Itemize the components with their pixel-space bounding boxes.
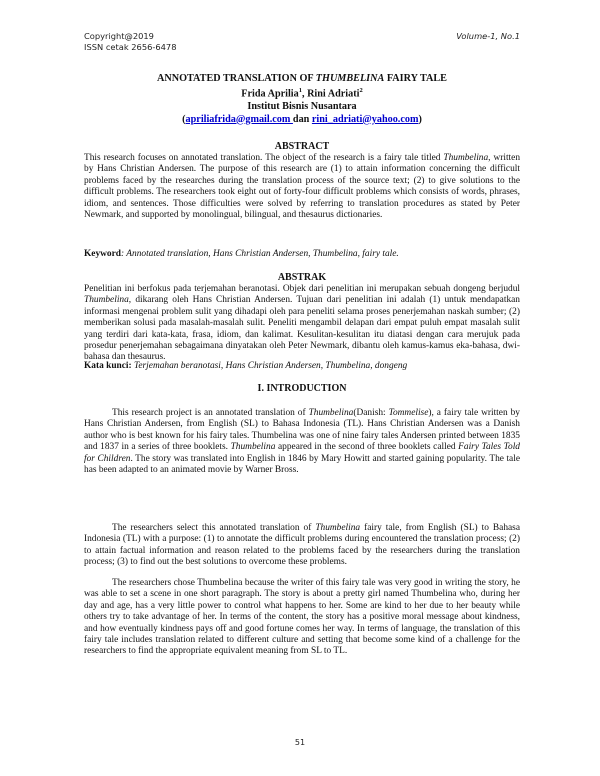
page-number: 51 <box>294 738 306 747</box>
institution: Institut Bisnis Nusantara <box>247 101 357 113</box>
abstrak-heading: ABSTRAK <box>277 272 327 283</box>
keyword-line: Keyword: Annotated translation, Hans Christian Andersen, Thumbelina, fairy tale. <box>84 249 399 259</box>
email-link-2[interactable]: rini_adriati@yahoo.com <box>311 113 419 125</box>
running-header-left <box>84 31 177 53</box>
title-block <box>84 73 520 126</box>
emails: (apriliafrida@gmail.com dan rini_adriati@yahoo.com) <box>182 113 422 125</box>
introduction-heading: I. INTRODUCTION <box>257 383 347 394</box>
email-link-1[interactable]: apriliafrida@gmail.com <box>185 113 293 125</box>
paper-title: ANNOTATED TRANSLATION OF THUMBELINA FAIRY TALE <box>157 73 447 84</box>
abstrak-paragraph: Penelitian ini berfokus pada terjemahan beranotasi. Objek dari penelitian ini merupakan sebuah dongeng berjudul Thumbelina, dikarang oleh Hans Christian Andersen. Tujuan dari penelitian ini adalah (1) untuk mendapatkan informasi mengenai problem sulit yang dihadapi oleh para peneliti selama proses penerjemahan naskah sumber; (2) memberikan solusi pada masalah-masalah sulit. Peneliti mengambil delapan dari empat puluh empat masalah sulit yang terdiri dari kata-kata, frasa, idiom, dan kalimat. Kesulitan-kesulitan itu diatasi dengan cara merujuk pada prosedur penerjemahan sebagaimana dinyatakan oleh Peter Newmark, dibantu oleh kamus-kamus eka-bahasa, dwi-bahasa dan thesaurus. <box>84 284 520 363</box>
volume-text: Volume-1, No.1 <box>456 31 520 41</box>
issn-text: ISSN cetak 2656-6478 <box>84 42 177 52</box>
kata-kunci-line: Kata kunci: Terjemahan beranotasi, Hans Christian Andersen, Thumbelina, dongeng <box>84 361 408 371</box>
abstract-paragraph: This research focuses on annotated translation. The object of the research is a fairy tale titled Thumbelina, written by Hans Christian Andersen. The purpose of this research are (1) to attain information concerning the difficult problems faced by the researches during the translation process of the source text; (2) to give solutions to the difficult problems. The researchers took eight out of forty-four difficult problems which consists of words, phrases, idiom, and sentences. Those difficulties were solved by referring to translation procedures as stated by Peter Newmark, and supported by monolingual, bilingual, and thesaurus dictionaries. <box>84 153 521 221</box>
abstract-heading: ABSTRACT <box>274 141 330 152</box>
intro-paragraph-3: The researchers chose Thumbelina because the writer of this fairy tale was very good in writing the story, he was able to set a scene in one short paragraph. The story is about a pretty girl named Thumbelina who, during her day and age, has a very little power to control what happens to her. Some are kind to her due to her beauty while others try to take advantage of her. In terms of the content, the story has a positive moral message about kindness, and how eventually kindness pays off and good fortune comes her way. In terms of language, the translation of this fairy tale includes translation related to different culture and setting that become some kind of a challenge for the researchers to find the appropriate equivalent meaning from SL to TL. <box>84 578 520 657</box>
intro-paragraph-1: This research project is an annotated translation of Thumbelina(Danish: Tommelise), a fairy tale written by Hans Christian Andersen, from English (SL) to Bahasa Indonesia (TL). Hans Christian Andersen was a Danish author who is best known for his fairy tales. Thumbelina was one of nine fairy tales Andersen printed between 1835 and 1837 in a series of three booklets. Thumbelina appeared in the second of three booklets called Fairy Tales Told for Children. The story was translated into English in 1846 by Mary Howitt and started gaining popularity. The tale has been adapted to an animated movie by Warner Bross. <box>84 408 520 476</box>
copyright-text: Copyright@2019 <box>84 31 154 41</box>
intro-paragraph-2: The researchers select this annotated translation of Thumbelina fairy tale, from English (SL) to Bahasa Indonesia (TL) with a purpose: (1) to annotate the difficult problems during encountered the translation process; (2) to attain factual information and reason related to the problems faced by the researchers during the translation process; (3) to find out the best solutions to overcome these problems. <box>84 523 520 568</box>
authors: Frida Aprilia$^1$, Rini Adriati$^2$ <box>241 87 363 100</box>
